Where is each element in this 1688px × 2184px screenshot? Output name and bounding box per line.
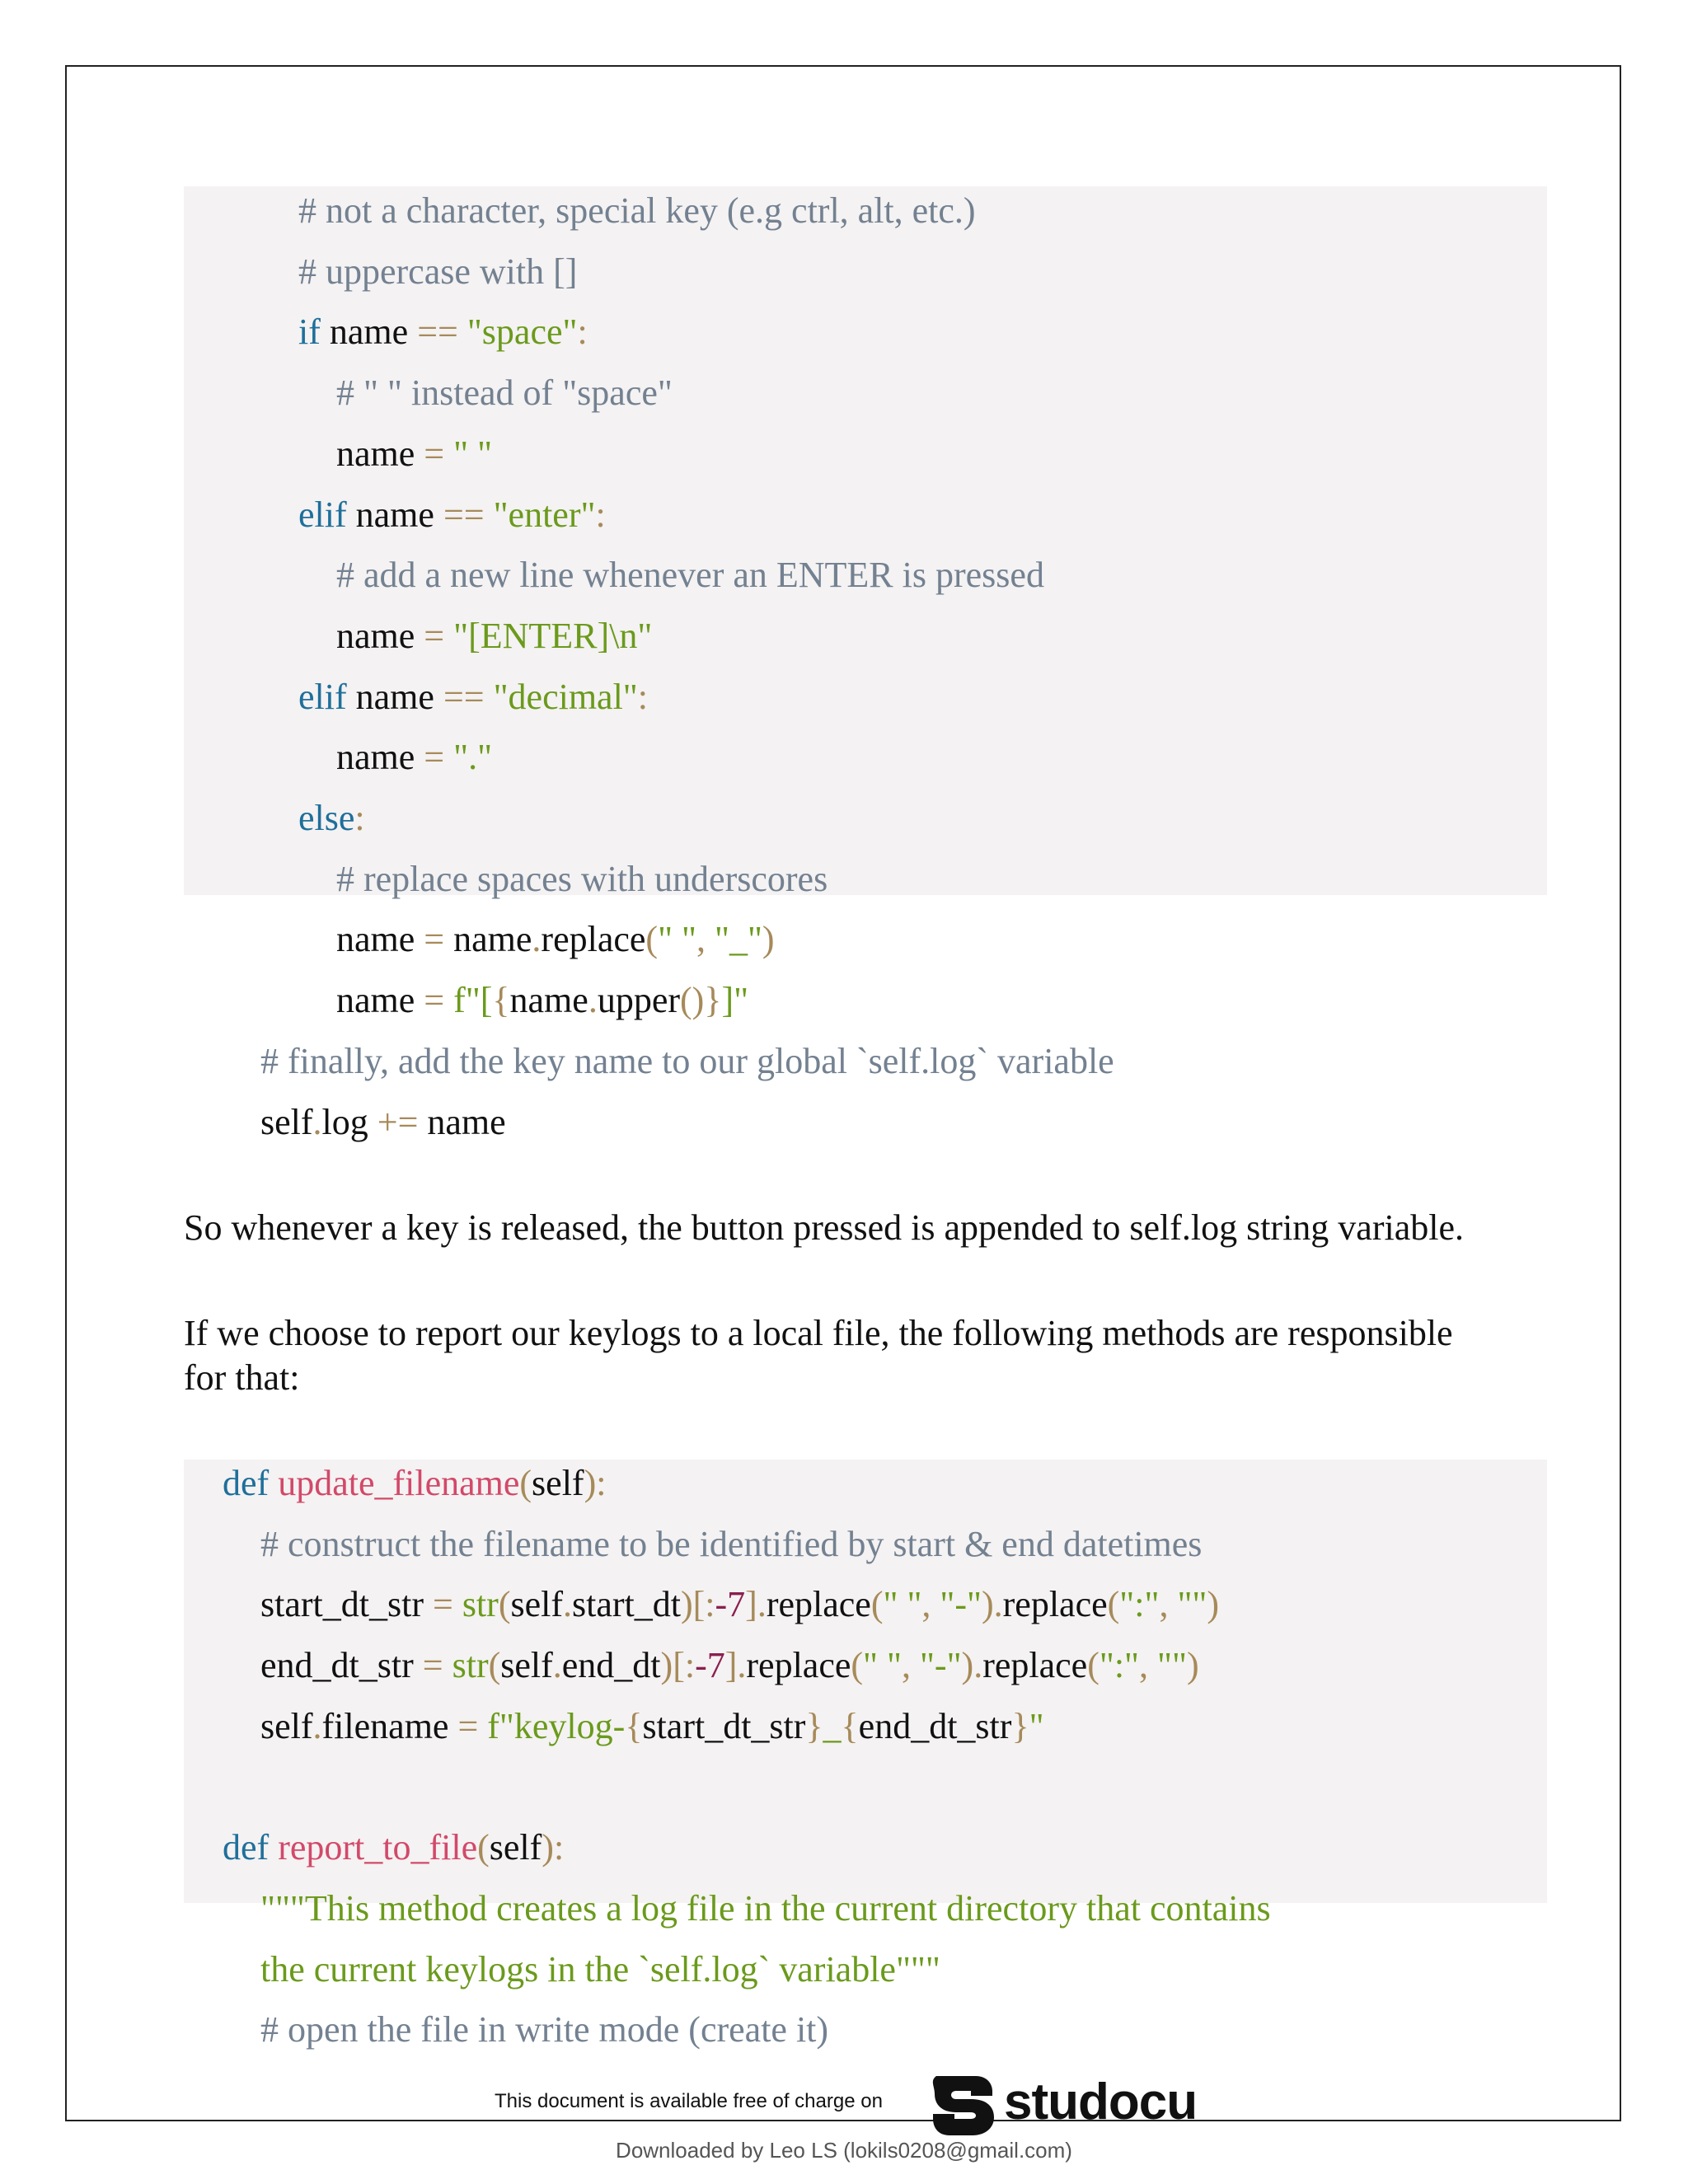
code-token: . <box>552 1645 562 1686</box>
code-token: name <box>418 1101 506 1142</box>
code-token: end_dt_str <box>260 1645 423 1686</box>
code-token: the current keylogs in the `self.log` variable""" <box>260 1948 940 1990</box>
code-line <box>298 188 976 234</box>
code-token: " " <box>444 433 493 474</box>
code-token: } <box>1011 1705 1029 1746</box>
code-token: ( <box>477 1827 490 1868</box>
code-token: def <box>223 1463 270 1503</box>
code-token: == <box>443 494 485 535</box>
code-token: self <box>260 1705 313 1746</box>
code-token: self <box>260 1101 313 1142</box>
code-token: "." <box>444 737 493 778</box>
code-token: f"[ <box>444 980 493 1021</box>
code-token: # open the file in write mode (create it) <box>260 2009 829 2050</box>
code-token: # " " instead of "space" <box>336 373 673 414</box>
paragraph-report-local-file: If we choose to report our keylogs to a local file, the following methods are responsible for that: <box>184 1313 1453 1398</box>
code-token: "-" <box>919 1645 962 1686</box>
code-token: ]. <box>724 1645 747 1686</box>
studocu-logo[interactable] <box>928 2064 1197 2139</box>
code-token: log <box>321 1101 377 1142</box>
code-token: "decimal" <box>484 676 638 717</box>
code-token: ( <box>1087 1645 1100 1686</box>
code-token: name <box>346 494 443 535</box>
code-token: end_dt <box>561 1645 661 1686</box>
code-token: name <box>444 919 532 960</box>
code-token: "enter" <box>484 494 596 535</box>
code-token: self <box>489 1827 542 1868</box>
downloaded-by-line: Downloaded by Leo LS (lokils0208@gmail.com) <box>616 2138 1072 2163</box>
code-line <box>336 431 492 477</box>
code-line <box>336 916 775 963</box>
code-token: "_" <box>715 919 762 960</box>
code-token: , <box>696 919 715 960</box>
code-token: ( <box>498 1584 511 1625</box>
code-token: filename <box>321 1705 458 1746</box>
code-token: ) <box>1186 1645 1199 1686</box>
code-token: start_dt_str <box>260 1584 433 1625</box>
code-token: , <box>901 1645 920 1686</box>
code-token: ( <box>870 1584 884 1625</box>
code-token: f"keylog- <box>478 1705 626 1746</box>
code-token: ( <box>1107 1584 1120 1625</box>
footer-available-text: This document is available free of charge on <box>495 2090 883 2112</box>
code-token: " " <box>863 1645 902 1686</box>
code-line <box>336 370 673 416</box>
code-token: = <box>424 433 445 474</box>
code-token: ( <box>488 1645 501 1686</box>
code-token: self <box>510 1584 563 1625</box>
code-token: : <box>577 312 588 353</box>
code-token: upper <box>597 980 680 1021</box>
code-token: } <box>805 1705 823 1746</box>
code-token: name <box>336 980 424 1021</box>
code-token: name <box>336 433 424 474</box>
code-token: start_dt <box>572 1584 681 1625</box>
code-token: = <box>424 615 445 656</box>
code-token: -7 <box>695 1645 725 1686</box>
code-token: end_dt_str <box>858 1705 1012 1746</box>
code-token: "-" <box>940 1584 982 1625</box>
code-token: = <box>424 980 445 1021</box>
code-token: # replace spaces with underscores <box>336 858 828 899</box>
code-line <box>336 613 652 659</box>
code-token: = <box>422 1645 443 1686</box>
code-token: replace <box>1002 1584 1108 1625</box>
code-token: report_to_file <box>269 1827 478 1868</box>
code-token: == <box>443 676 485 717</box>
code-token: name <box>509 980 588 1021</box>
code-token: name <box>336 615 424 656</box>
code-line <box>336 977 748 1024</box>
code-line <box>223 1825 564 1871</box>
code-line <box>260 1704 1044 1750</box>
code-token: name <box>346 676 443 717</box>
code-line <box>298 249 577 295</box>
code-token: ( <box>851 1645 864 1686</box>
code-token: str <box>443 1645 489 1686</box>
code-token: str <box>452 1584 499 1625</box>
code-token: == <box>417 312 458 353</box>
code-token: ]. <box>745 1584 767 1625</box>
code-token: name <box>336 737 424 778</box>
code-token: replace <box>982 1645 1088 1686</box>
code-token: += <box>377 1101 419 1142</box>
code-token: ]" <box>721 980 749 1021</box>
code-line <box>298 674 648 720</box>
code-token: # not a character, special key (e.g ctrl, alt, etc.) <box>298 190 976 231</box>
code-line <box>298 309 588 355</box>
code-token: = <box>457 1705 479 1746</box>
code-line <box>223 1460 606 1507</box>
code-line <box>260 1038 1114 1085</box>
code-token: : <box>354 798 365 838</box>
code-token: ). <box>981 1584 1003 1625</box>
code-token: """This method creates a log file in the current directory that contains <box>260 1887 1271 1929</box>
code-token: # finally, add the key name to our global `self.log` variable <box>260 1040 1114 1081</box>
code-token: = <box>432 1584 453 1625</box>
code-token: ). <box>961 1645 983 1686</box>
code-token: "" <box>1157 1645 1187 1686</box>
code-token: -7 <box>715 1584 746 1625</box>
code-token: )[: <box>660 1645 696 1686</box>
code-token: . <box>312 1101 322 1142</box>
code-line <box>260 1947 940 1993</box>
code-token: _ <box>823 1705 842 1746</box>
code-token: , <box>1139 1645 1158 1686</box>
code-token: # uppercase with [] <box>298 251 578 292</box>
code-token: else <box>298 798 355 838</box>
code-line <box>260 1582 1219 1628</box>
code-token: name <box>336 919 424 960</box>
code-token: , <box>1159 1584 1178 1625</box>
code-token: ): <box>584 1463 607 1503</box>
code-token: self <box>532 1463 584 1503</box>
code-token: . <box>588 980 598 1021</box>
code-line <box>260 1521 1202 1568</box>
code-token: " " <box>883 1584 922 1625</box>
code-token: = <box>424 919 445 960</box>
code-token: ) <box>762 919 775 960</box>
code-token: ) <box>1207 1584 1220 1625</box>
code-token: ":" <box>1099 1645 1140 1686</box>
code-token: , <box>921 1584 940 1625</box>
code-token: start_dt_str <box>642 1705 806 1746</box>
code-token: )[: <box>680 1584 715 1625</box>
code-token: replace <box>541 919 646 960</box>
code-token: self <box>500 1645 553 1686</box>
code-token: ()} <box>680 980 722 1021</box>
code-token: ( <box>519 1463 532 1503</box>
code-line <box>298 492 606 538</box>
code-token: { <box>625 1705 643 1746</box>
code-token: "[ENTER]\n" <box>444 615 653 656</box>
studocu-logo-icon <box>928 2066 997 2137</box>
code-token: "" <box>1177 1584 1207 1625</box>
code-line <box>336 734 492 780</box>
code-token: . <box>532 919 542 960</box>
code-line <box>336 856 828 902</box>
code-token: update_filename <box>269 1463 520 1503</box>
code-line <box>260 1099 506 1146</box>
code-token: ): <box>542 1827 565 1868</box>
code-line <box>260 2007 828 2053</box>
code-token: name <box>320 312 418 353</box>
code-token: elif <box>298 494 347 535</box>
code-token: def <box>223 1827 270 1868</box>
code-token: . <box>563 1584 572 1625</box>
code-token: ( <box>645 919 659 960</box>
code-token: : <box>637 676 648 717</box>
code-line <box>260 1886 1271 1932</box>
code-token: : <box>595 494 606 535</box>
code-token: elif <box>298 676 347 717</box>
code-token: { <box>841 1705 859 1746</box>
paragraph-key-released: So whenever a key is released, the button pressed is appended to self.log string variable. <box>184 1207 1464 1248</box>
code-token: "space" <box>457 312 578 353</box>
code-line <box>336 552 1044 598</box>
code-token: { <box>492 980 510 1021</box>
studocu-logo-text: studocu <box>1004 2073 1198 2130</box>
code-token: if <box>298 312 321 353</box>
code-token: = <box>424 737 445 778</box>
code-token: replace <box>746 1645 851 1686</box>
code-token: ":" <box>1119 1584 1160 1625</box>
code-token: # construct the filename to be identified by start & end datetimes <box>260 1523 1203 1564</box>
code-line <box>260 1643 1199 1689</box>
code-token: . <box>312 1705 322 1746</box>
code-token: " <box>1029 1705 1044 1746</box>
code-token: # add a new line whenever an ENTER is pressed <box>336 555 1044 596</box>
code-token: " " <box>658 919 696 960</box>
code-line <box>298 795 365 841</box>
code-token: replace <box>766 1584 871 1625</box>
